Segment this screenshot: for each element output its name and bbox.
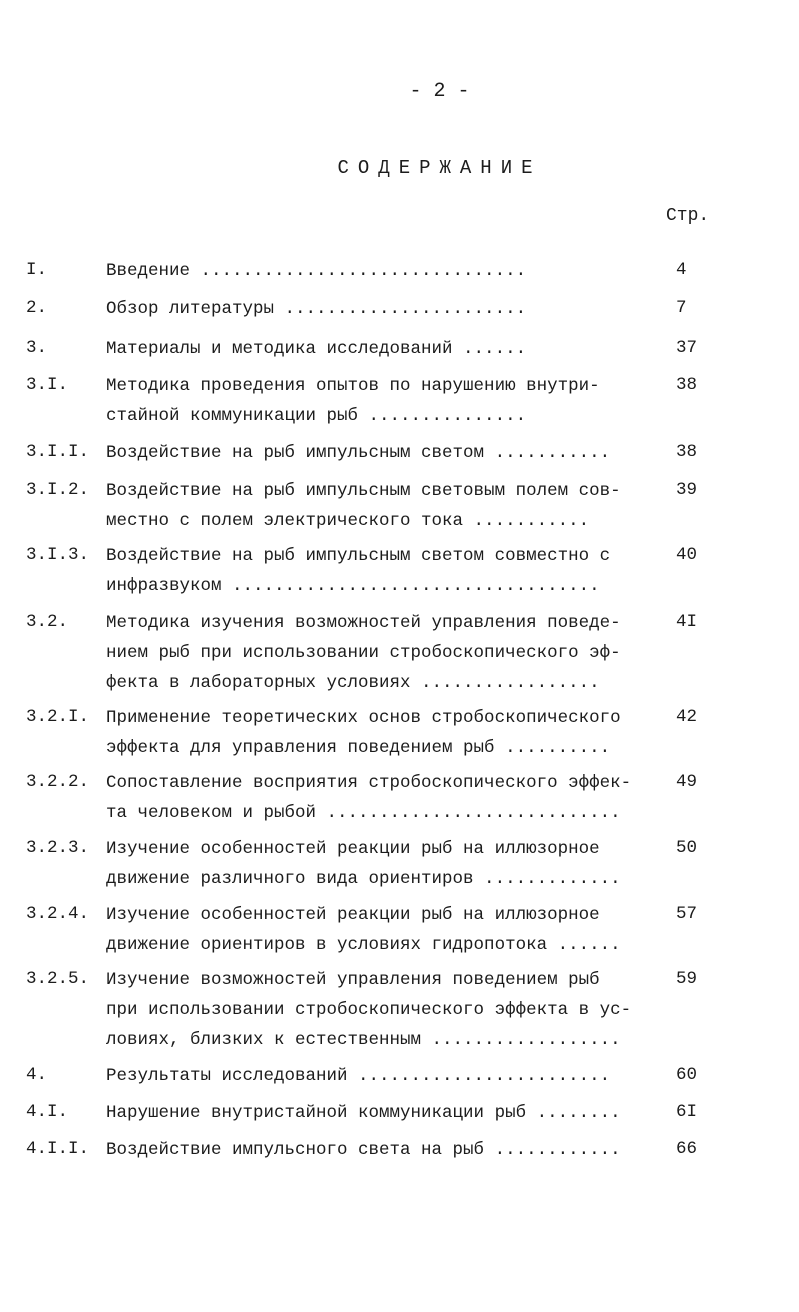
toc-entry-title-line: Воздействие на рыб импульсным светом ........... xyxy=(106,443,611,463)
toc-entry-title-line: эффекта для управления поведением рыб .......... xyxy=(106,738,611,758)
toc-entry-number: 4. xyxy=(26,1065,48,1085)
toc-entry-number: I. xyxy=(26,260,48,280)
toc-entry-title-line: движение ориентиров в условиях гидропотока ...... xyxy=(106,935,621,955)
page-column-header: Стр. xyxy=(666,206,710,226)
toc-entry-page: 6I xyxy=(676,1102,698,1122)
toc-entry-title-line: Изучение возможностей управления поведением рыб xyxy=(106,970,600,990)
toc-entry-number: 4.I. xyxy=(26,1102,69,1122)
toc-entry-title-line: Методика проведения опытов по нарушению внутри- xyxy=(106,376,600,396)
toc-entry-title-line: инфразвуком ................................... xyxy=(106,576,600,596)
toc-entry-title-line: Изучение особенностей реакции рыб на иллюзорное xyxy=(106,839,600,859)
toc-entry-number: 3. xyxy=(26,338,48,358)
toc-entry-page: 4I xyxy=(676,612,698,632)
toc-entry-page: 39 xyxy=(676,480,698,500)
toc-entry-title-line: Сопоставление восприятия стробоскопического эффек- xyxy=(106,773,632,793)
toc-entry-title-line: Результаты исследований ........................ xyxy=(106,1066,611,1086)
toc-entry-title-line: движение различного вида ориентиров ............. xyxy=(106,869,621,889)
toc-entry-title-line: Нарушение внутристайной коммуникации рыб ........ xyxy=(106,1103,621,1123)
toc-entry-number: 4.I.I. xyxy=(26,1139,90,1159)
toc-entry-number: 3.I.3. xyxy=(26,545,90,565)
toc-entry-number: 3.2.2. xyxy=(26,772,90,792)
toc-entry-number: 3.2.I. xyxy=(26,707,90,727)
toc-entry-title-line: нием рыб при использовании стробоскопического эф- xyxy=(106,643,621,663)
page-number: - 2 - xyxy=(409,80,470,103)
toc-entry-number: 3.2. xyxy=(26,612,69,632)
toc-entry-title-line: та человеком и рыбой ............................ xyxy=(106,803,621,823)
toc-entry-title-line: Методика изучения возможностей управления поведе- xyxy=(106,613,621,633)
toc-entry-number: 3.2.3. xyxy=(26,838,90,858)
toc-entry-number: 3.I.I. xyxy=(26,442,90,462)
toc-entry-page: 40 xyxy=(676,545,698,565)
toc-entry-page: 37 xyxy=(676,338,698,358)
toc-entry-page: 38 xyxy=(676,442,698,462)
toc-entry-number: 3.2.4. xyxy=(26,904,90,924)
toc-entry-page: 38 xyxy=(676,375,698,395)
toc-entry-page: 42 xyxy=(676,707,698,727)
toc-entry-title-line: Воздействие на рыб импульсным световым полем сов- xyxy=(106,481,621,501)
toc-entry-title-line: стайной коммуникации рыб ............... xyxy=(106,406,527,426)
toc-entry-title-line: ловиях, близких к естественным .................. xyxy=(106,1030,621,1050)
toc-title: СОДЕРЖАНИЕ xyxy=(337,157,542,179)
toc-entry-title-line: при использовании стробоскопического эффекта в ус- xyxy=(106,1000,632,1020)
toc-entry-page: 57 xyxy=(676,904,698,924)
toc-entry-title-line: Воздействие на рыб импульсным светом совместно с xyxy=(106,546,611,566)
toc-entry-title-line: Введение ............................... xyxy=(106,261,527,281)
toc-entry-number: 3.2.5. xyxy=(26,969,90,989)
toc-entry-page: 50 xyxy=(676,838,698,858)
toc-entry-title-line: Изучение особенностей реакции рыб на иллюзорное xyxy=(106,905,600,925)
toc-entry-title-line: Применение теоретических основ стробоскопического xyxy=(106,708,621,728)
toc-entry-page: 49 xyxy=(676,772,698,792)
toc-entry-page: 59 xyxy=(676,969,698,989)
toc-entry-page: 4 xyxy=(676,260,687,280)
toc-entry-page: 60 xyxy=(676,1065,698,1085)
toc-entry-number: 2. xyxy=(26,298,48,318)
toc-entry-page: 7 xyxy=(676,298,687,318)
toc-entry-number: 3.I. xyxy=(26,375,69,395)
toc-entry-title-line: фекта в лабораторных условиях ................. xyxy=(106,673,600,693)
toc-entry-page: 66 xyxy=(676,1139,698,1159)
toc-entry-title-line: Материалы и методика исследований ...... xyxy=(106,339,527,359)
toc-entry-title-line: Обзор литературы ....................... xyxy=(106,299,527,319)
toc-entry-number: 3.I.2. xyxy=(26,480,90,500)
toc-entry-title-line: Воздействие импульсного света на рыб ............ xyxy=(106,1140,621,1160)
toc-entry-title-line: местно с полем электрического тока ........... xyxy=(106,511,590,531)
